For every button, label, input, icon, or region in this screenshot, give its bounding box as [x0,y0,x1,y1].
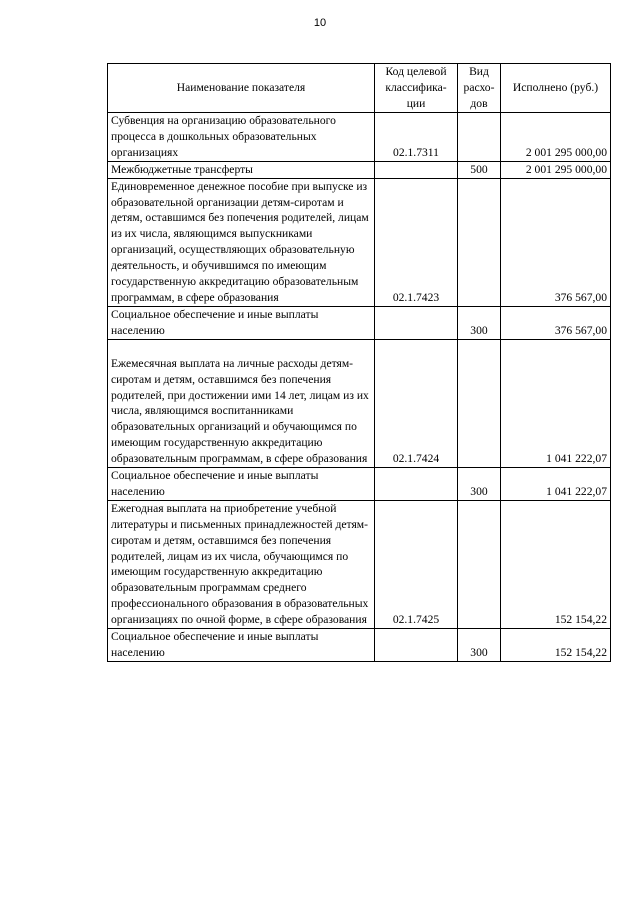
row-amount: 2 001 295 000,00 [501,113,611,162]
row-name: Субвенция на организацию образовательного процесса в дошкольных образовательных организациях [108,113,375,162]
row-kind: 300 [458,629,501,662]
row-amount: 152 154,22 [501,500,611,628]
row-code: 02.1.7425 [375,500,458,628]
row-kind: 500 [458,161,501,178]
budget-table [107,63,611,662]
row-code: 02.1.7424 [375,339,458,467]
header-code: Код целевой классифика-ции [375,64,458,113]
row-code [375,161,458,178]
row-kind: 300 [458,306,501,339]
row-kind [458,178,501,306]
row-kind [458,339,501,467]
row-amount: 1 041 222,07 [501,468,611,501]
row-amount: 1 041 222,07 [501,339,611,467]
row-amount: 2 001 295 000,00 [501,161,611,178]
row-code: 02.1.7311 [375,113,458,162]
header-kind: Вид расхо-дов [458,64,501,113]
table-row [108,113,611,162]
table-row [108,178,611,306]
row-amount: 376 567,00 [501,178,611,306]
table-row [108,339,611,467]
row-code: 02.1.7423 [375,178,458,306]
row-amount: 152 154,22 [501,629,611,662]
row-code [375,306,458,339]
table-row [108,500,611,628]
row-code [375,629,458,662]
row-name: Ежемесячная выплата на личные расходы детям-сиротам и детям, оставшимся без попечения родителей, при достижении ими 14 лет, лицам из их числа, являющимся воспитанниками образовательных организаций и обучающимся по имеющим государственную аккредитацию образовательным программам, в сфере образования [108,339,375,467]
row-name: Единовременное денежное пособие при выпуске из образовательной организации детям-сиротам и детям, оставшимся без попечения родителей, лицам из их числа, являющимся выпускниками организаций, осуществляющих образовательную деятельность, и обучившимся по имеющим государственную аккредитацию образовательным программам, в сфере образования [108,178,375,306]
table-row [108,629,611,662]
row-kind: 300 [458,468,501,501]
row-name: Социальное обеспечение и иные выплаты населению [108,468,375,501]
row-name: Социальное обеспечение и иные выплаты населению [108,629,375,662]
table-row [108,161,611,178]
row-code [375,468,458,501]
header-row [108,64,611,113]
table-row [108,306,611,339]
row-name: Ежегодная выплата на приобретение учебной литературы и письменных принадлежностей детям-сиротам и детям, оставшимся без попечения родителей, лицам из их числа, обучающимся по имеющим государственную аккредитацию образовательным программам среднего профессионального образования в образовательных организациях по очной форме, в сфере образования [108,500,375,628]
table-row [108,468,611,501]
row-kind [458,500,501,628]
row-amount: 376 567,00 [501,306,611,339]
header-name: Наименование показателя [108,64,375,113]
row-name: Межбюджетные трансферты [108,161,375,178]
page-number: 10 [313,17,327,29]
header-amount: Исполнено (руб.) [501,64,611,113]
row-name: Социальное обеспечение и иные выплаты населению [108,306,375,339]
row-kind [458,113,501,162]
